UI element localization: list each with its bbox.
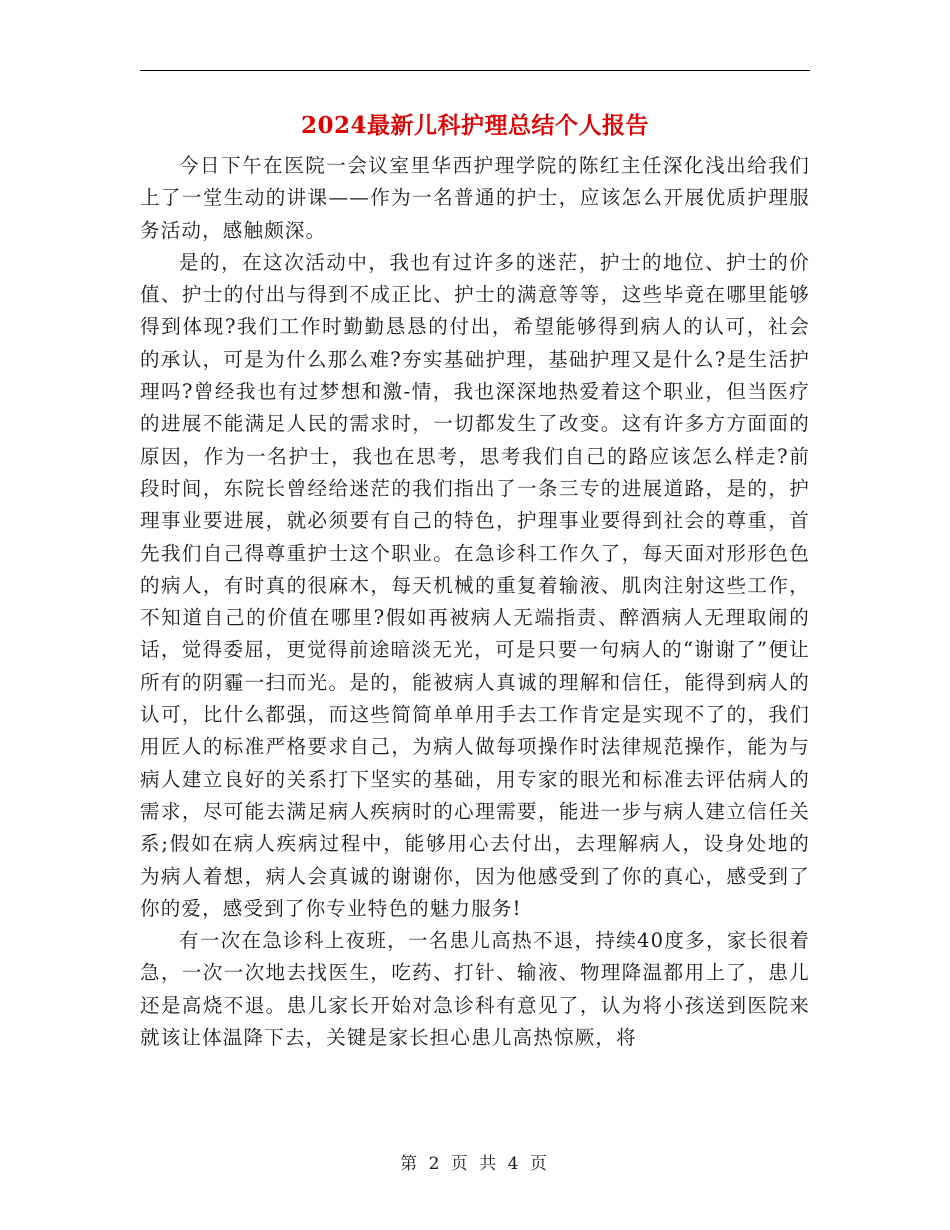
paragraph-3: 有一次在急诊科上夜班，一名患儿高热不退，持续40度多，家长很着急，一次一次地去找医生，吃药、打针、输液、物理降温都用上了，患儿还是高烧不退。患儿家长开始对急诊科有意见了，认为将小孩送到医院来就该让体温降下去，关键是家长担心患儿高热惊厥，将 [140, 929, 810, 1050]
document-body [140, 150, 810, 1110]
header-rule [140, 70, 810, 71]
paragraph-2: 是的，在这次活动中，我也有过许多的迷茫，护士的地位、护士的价值、护士的付出与得到不成正比、护士的满意等等，这些毕竟在哪里能够得到体现?我们工作时勤勤恳恳的付出，希望能够得到病人的认可，社会的承认，可是为什么那么难?夯实基础护理，基础护理又是什么?是生活护理吗?曾经我也有过梦想和激-情，我也深深地热爱着这个职业，但当医疗的进展不能满足人民的需求时，一切都发生了改变。这有许多方方面面的原因，作为一名护士，我也在思考，思考我们自己的路应该怎么样走?前段时间，东院长曾经给迷茫的我们指出了一条三专的进展道路，是的，护理事业要进展，就必须要有自己的特色，护理事业要得到社会的尊重，首先我们自己得尊重护士这个职业。在急诊科工作久了，每天面对形形色色的病人，有时真的很麻木，每天机械的重复着输液、肌肉注射这些工作，不知道自己的价值在哪里?假如再被病人无端指责、醉酒病人无理取闹的话，觉得委屈，更觉得前途暗淡无光，可是只要一句病人的“谢谢了”便让所有的阴霾一扫而光。是的，能被病人真诚的理解和信任，能得到病人的认可，比什么都强，而这些简简单单用手去工作肯定是实现不了的，我们用匠人的标准严格要求自己，为病人做每项操作时法律规范操作，能为与病人建立良好的关系打下坚实的基础，用专家的眼光和标准去评估病人的需求，尽可能去满足病人疾病时的心理需要，能进一步与病人建立信任关系;假如在病人疾病过程中，能够用心去付出，去理解病人，设身处地的为病人着想，病人会真诚的谢谢你，因为他感受到了你的真心，感受到了你的爱，感受到了你专业特色的魅力服务! [140, 250, 810, 920]
page-number: 第 2 页 共 4 页 [400, 1154, 550, 1174]
paragraph-1: 今日下午在医院一会议室里华西护理学院的陈红主任深化浅出给我们上了一堂生动的讲课——作为一名普通的护士，应该怎么开展优质护理服务活动，感触颇深。 [140, 154, 810, 242]
document-title: 2024最新儿科护理总结个人报告 [300, 112, 649, 139]
